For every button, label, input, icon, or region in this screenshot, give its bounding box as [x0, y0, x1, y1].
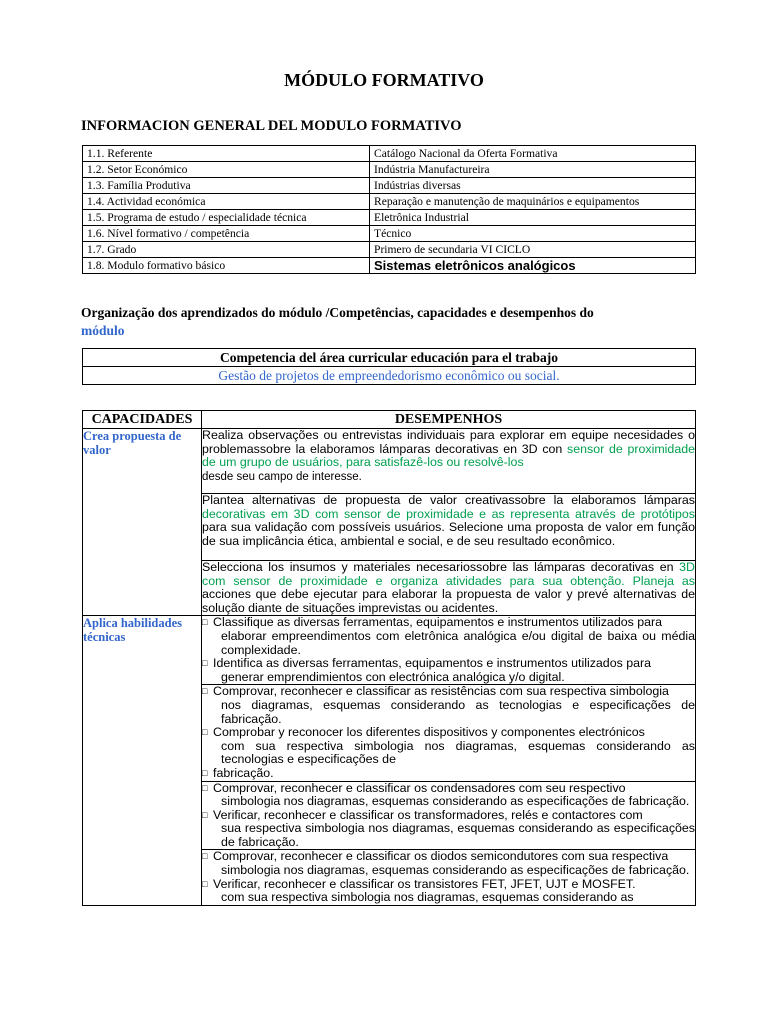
- checkbox-glyph-icon: □: [202, 878, 208, 889]
- checkbox-glyph-icon: □: [202, 851, 208, 862]
- info-value: Indústrias diversas: [370, 178, 696, 194]
- capacity-label: Aplica habilidades técnicas: [83, 616, 202, 905]
- bullet-continuation: simbologia nos diagramas, esquemas considerando as especificações de fabricação.: [221, 863, 690, 878]
- checkbox-glyph-icon: □: [202, 617, 208, 628]
- checkbox-glyph-icon: □: [202, 809, 208, 820]
- col-capacidades: CAPACIDADES: [83, 411, 202, 429]
- bullet-text: [213, 685, 695, 726]
- performance-cell: [202, 494, 696, 561]
- checkbox-glyph-icon: □: [202, 782, 208, 793]
- bullet-continuation: com sua respectiva simbologia nos diagramas, esquemas considerando as tecnologias e especificações de: [221, 738, 695, 767]
- bullet-first-line: Comprobar y reconocer los diferentes dispositivos y componentes electrónicos: [213, 725, 645, 740]
- info-value: Sistemas eletrônicos analógicos: [370, 258, 696, 274]
- organization-heading: [81, 304, 641, 340]
- bullet-first-line: Identifica as diversas ferramentas, equipamentos e instrumentos utilizados para: [213, 656, 652, 671]
- bullet-text: [213, 657, 695, 684]
- capacities-table: [82, 410, 696, 906]
- info-row: [83, 210, 696, 226]
- capacity-row: [83, 616, 696, 685]
- capacities-header-row: [83, 411, 696, 429]
- performance-text-highlight: decorativas em 3D com sensor de proximidade e as representa através de protótipos: [202, 506, 695, 521]
- bullet-continuation: generar emprendimientos con electrónica analógica y/o digital.: [221, 669, 565, 684]
- info-row: [83, 162, 696, 178]
- info-row: [83, 146, 696, 162]
- info-value: Primero de secundaria VI CICLO: [370, 242, 696, 258]
- performance-text: [202, 429, 695, 484]
- info-value: Técnico: [370, 226, 696, 242]
- bullet-text: [213, 809, 695, 850]
- info-label: 1.4. Actividad económica: [83, 194, 370, 210]
- performance-text-a: Plantea alternativas de propuesta de valor creativassobre la elaboramos lámparas: [202, 493, 695, 507]
- performance-cell: [202, 561, 696, 616]
- performance-cell: [202, 429, 696, 494]
- bullet-text: [213, 616, 695, 657]
- competency-header: Competencia del área curricular educación para el trabajo: [83, 349, 696, 367]
- performance-cell: [202, 781, 696, 850]
- general-info-table: [82, 145, 696, 274]
- performance-text-c: acciones que debe ejecutar para elaborar la propuesta de valor y prevé alternativas de solução diante de situações imprevistas ou acidentes.: [202, 587, 695, 615]
- bullet-first-line: fabricação.: [213, 765, 274, 780]
- bullet-first-line: Verificar, reconhecer e classificar os transistores FET, JFET, UJT e MOSFET.: [213, 876, 636, 891]
- info-label: 1.7. Grado: [83, 242, 370, 258]
- performance-cell: [202, 616, 696, 685]
- bullet-first-line: Classifique as diversas ferramentas, equipamentos e instrumentos utilizados para: [213, 615, 663, 630]
- bullet-item: [202, 767, 695, 781]
- info-label: 1.1. Referente: [83, 146, 370, 162]
- info-value: Eletrônica Industrial: [370, 210, 696, 226]
- info-row: [83, 258, 696, 274]
- capacity-row: [83, 429, 696, 494]
- bullet-first-line: Comprovar, reconhecer e classificar os condensadores com seu respectivo: [213, 780, 626, 795]
- bullet-continuation: sua respectiva simbologia nos diagramas, esquemas considerando as especificações de fabricação.: [221, 821, 695, 849]
- checkbox-glyph-icon: □: [202, 658, 208, 669]
- performance-text-c: desde seu campo de interesse.: [202, 470, 362, 483]
- bullet-text: [213, 850, 695, 877]
- organization-heading-module: módulo: [81, 323, 125, 338]
- info-row: [83, 178, 696, 194]
- col-desempenhos: DESEMPENHOS: [202, 411, 696, 429]
- bullet-item: [202, 685, 695, 726]
- performance-text-c: para sua validação com possíveis usuários. Selecione uma proposta de valor em função de sua implicância ética, ambiental e social, e de seu resultado econômico.: [202, 520, 695, 548]
- competency-table: [82, 348, 696, 385]
- performance-text: [202, 494, 695, 548]
- performance-text-a: Realiza observações ou entrevistas individuais para explorar em equipe necesidades o problemassobre la elaboramos lámparas decorativas en 3D con: [202, 428, 695, 456]
- checkbox-glyph-icon: □: [202, 686, 208, 697]
- bullet-item: [202, 850, 695, 877]
- performance-text: [202, 561, 695, 615]
- bullet-continuation: elaborar empreendimentos com eletrônica analógica e/ou digital de baixa ou média complexidade.: [221, 628, 695, 657]
- bullet-continuation: nos diagramas, esquemas considerando as tecnologias e especificações de fabricação.: [221, 697, 695, 726]
- bullet-item: [202, 782, 695, 809]
- bullet-item: [202, 616, 695, 657]
- bullet-first-line: Comprovar, reconhecer e classificar as resistências com sua respectiva simbologia: [213, 684, 669, 699]
- info-label: 1.2. Setor Económico: [83, 162, 370, 178]
- bullet-item: [202, 657, 695, 684]
- info-row: [83, 194, 696, 210]
- bullet-continuation: simbologia nos diagramas, esquemas considerando as especificações de fabricação.: [221, 794, 690, 809]
- bullet-text: [213, 767, 695, 781]
- info-label: 1.5. Programa de estudo / especialidade técnica: [83, 210, 370, 226]
- capacity-label: Crea propuesta de valor: [83, 429, 202, 616]
- competency-value: Gestão de projetos de empreendedorismo econômico ou social.: [83, 367, 696, 385]
- info-label: 1.8. Modulo formativo básico: [83, 258, 370, 274]
- bullet-first-line: Verificar, reconhecer e classificar os transformadores, relés e contactores com: [213, 807, 643, 822]
- bullet-text: [213, 782, 695, 809]
- bullet-item: [202, 878, 695, 905]
- info-row: [83, 226, 696, 242]
- info-row: [83, 242, 696, 258]
- document-title: MÓDULO FORMATIVO: [284, 70, 484, 90]
- info-value: Reparação e manutenção de maquinários e equipamentos: [370, 194, 696, 210]
- performance-text-highlight: sensor de proximidade de um grupo de usuários, para satisfazê-los ou resolvê-los: [202, 441, 695, 470]
- organization-heading-text: Organização dos aprendizados do módulo /Competências, capacidades e desempenhos do: [81, 305, 594, 320]
- bullet-item: [202, 809, 695, 850]
- info-label: 1.3. Família Produtiva: [83, 178, 370, 194]
- checkbox-glyph-icon: □: [202, 727, 208, 738]
- bullet-text: [213, 726, 695, 767]
- checkbox-glyph-icon: □: [202, 767, 208, 778]
- performance-text-highlight: 3D com sensor de proximidade e organiza atividades para sua obtenção. Planeja as: [202, 560, 695, 588]
- performance-cell: [202, 685, 696, 781]
- bullet-text: [213, 878, 695, 905]
- general-info-heading: INFORMACION GENERAL DEL MODULO FORMATIVO: [81, 118, 462, 134]
- info-label: 1.6. Nível formativo / competência: [83, 226, 370, 242]
- bullet-item: [202, 726, 695, 767]
- bullet-continuation: com sua respectiva simbologia nos diagramas, esquemas considerando as: [221, 890, 634, 905]
- info-value: Indústria Manufactureira: [370, 162, 696, 178]
- performance-cell: [202, 850, 696, 905]
- info-value: Catálogo Nacional da Oferta Formativa: [370, 146, 696, 162]
- performance-text-a: Selecciona los insumos y materiales necesariossobre las lámparas decorativas en: [202, 560, 680, 574]
- bullet-first-line: Comprovar, reconhecer e classificar os diodos semicondutores com sua respectiva: [213, 849, 669, 864]
